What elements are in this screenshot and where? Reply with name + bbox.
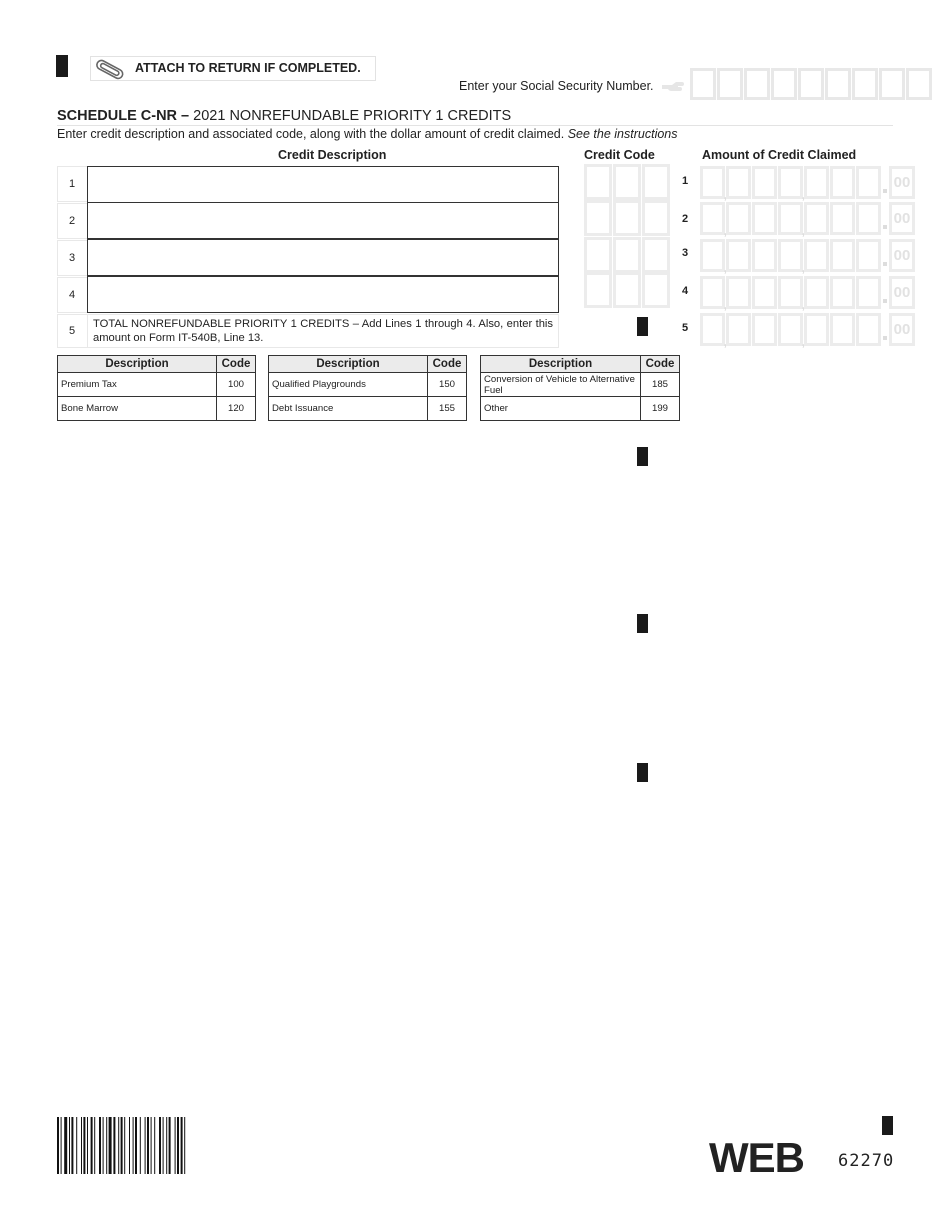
credit-code-input[interactable] [584,272,671,308]
amount-digit-box[interactable] [830,239,855,272]
amount-digit-box[interactable] [752,239,777,272]
amount-input[interactable] [700,239,915,275]
amount-digit-box[interactable] [856,276,881,309]
credit-code-heading: Credit Code [584,148,655,162]
code-digit-box[interactable] [613,164,641,200]
amount-digit-box[interactable] [752,313,777,346]
table-cell-code: 150 [428,373,467,397]
amount-digit-box[interactable]: , [700,313,725,346]
instructions-text: Enter credit description and associated code, along with the dollar amount of credit claimed. [57,127,565,141]
code-digit-box[interactable] [642,237,670,273]
table-header: Code [428,356,467,373]
registration-mark [882,1116,893,1135]
code-digit-box[interactable] [642,200,670,236]
amount-cents: 00 [889,202,915,235]
amount-digit-box[interactable] [830,313,855,346]
paperclip-icon [93,58,127,80]
amount-digit-box[interactable] [804,276,829,309]
credit-description-input[interactable] [87,166,559,203]
registration-mark [637,447,648,466]
code-digit-box[interactable] [642,272,670,308]
amount-digit-box[interactable] [752,276,777,309]
amount-digit-box[interactable] [856,239,881,272]
amount-input[interactable] [700,166,915,202]
credit-code-input[interactable] [584,237,671,273]
line-number: 5 [68,325,76,337]
credit-description-input[interactable] [87,239,559,276]
table-cell-description: Qualified Playgrounds [269,373,428,397]
amount-digit-box[interactable] [856,313,881,346]
instructions-see: See the instructions [567,127,678,141]
amount-digit-box[interactable] [830,202,855,235]
ssn-digit-box[interactable] [798,68,824,100]
table-cell-description: Conversion of Vehicle to Alternative Fuel [481,373,641,397]
form-number: 62270 [838,1151,895,1171]
amount-digit-box[interactable] [856,202,881,235]
table-cell-description: Debt Issuance [269,397,428,421]
amount-digit-box[interactable] [804,239,829,272]
pointing-hand-icon [660,80,686,94]
decimal-point [882,313,889,340]
attach-instruction: ATTACH TO RETURN IF COMPLETED. [135,61,361,75]
amount-digit-box[interactable]: , [778,166,803,199]
table-row [481,373,680,397]
registration-mark [56,55,68,77]
page-title [57,108,511,124]
line-number: 3 [68,252,76,264]
ssn-digit-box[interactable] [825,68,851,100]
decimal-point [882,202,889,229]
amount-digit-box[interactable]: , [778,276,803,309]
amount-digit-box[interactable] [830,166,855,199]
amount-digit-box[interactable] [726,239,751,272]
ssn-digit-box[interactable] [906,68,932,100]
amount-digit-box[interactable]: , [700,276,725,309]
barcode [57,1117,229,1174]
ssn-label: Enter your Social Security Number. [459,79,654,93]
table-header: Description [58,356,217,373]
amount-line-number: 5 [681,322,689,334]
amount-digit-box[interactable] [752,166,777,199]
table-cell-code: 199 [641,397,680,421]
amount-digit-box[interactable]: , [778,239,803,272]
amount-digit-box[interactable] [856,166,881,199]
amount-digit-box[interactable] [726,202,751,235]
amount-digit-box[interactable] [752,202,777,235]
decimal-point [882,239,889,266]
ssn-input[interactable] [690,68,933,100]
amount-line-number: 2 [681,213,689,225]
table-row [58,397,256,421]
line-number: 4 [68,289,76,301]
ssn-digit-box[interactable] [744,68,770,100]
amount-cents: 00 [889,313,915,346]
ssn-digit-box[interactable] [852,68,878,100]
amount-digit-box[interactable]: , [700,202,725,235]
table-row [481,397,680,421]
schedule-label: SCHEDULE C-NR – [57,108,190,124]
amount-digit-box[interactable] [726,166,751,199]
credit-code-table [480,355,680,421]
table-header: Description [269,356,428,373]
amount-digit-box[interactable]: , [778,202,803,235]
code-digit-box[interactable] [613,237,641,273]
decimal-point [882,276,889,303]
table-cell-description: Bone Marrow [58,397,217,421]
amount-digit-box[interactable] [804,202,829,235]
table-header: Description [481,356,641,373]
table-cell-code: 185 [641,373,680,397]
total-amount-input[interactable] [700,313,915,349]
attach-banner [90,56,376,81]
code-digit-box[interactable] [613,272,641,308]
code-digit-box[interactable] [584,237,612,273]
amount-line-number: 4 [681,285,689,297]
decimal-point [882,166,889,193]
amount-cents: 00 [889,239,915,272]
credit-description-input[interactable] [87,202,559,239]
table-cell-code: 120 [217,397,256,421]
ssn-digit-box[interactable] [771,68,797,100]
amount-line-number: 3 [681,247,689,259]
code-digit-box[interactable] [613,200,641,236]
line-number: 2 [68,215,76,227]
code-digit-box[interactable] [584,200,612,236]
amount-cents: 00 [889,276,915,309]
table-row [269,373,467,397]
ssn-digit-box[interactable] [879,68,905,100]
amount-digit-box[interactable]: , [700,166,725,199]
amount-cents: 00 [889,166,915,199]
amount-input[interactable] [700,202,915,238]
web-label: WEB [709,1134,804,1181]
code-digit-box[interactable] [642,164,670,200]
table-cell-description: Other [481,397,641,421]
credit-description-heading: Credit Description [278,148,387,162]
ssn-digit-box[interactable] [690,68,716,100]
amount-digit-box[interactable]: , [700,239,725,272]
table-cell-code: 155 [428,397,467,421]
table-cell-code: 100 [217,373,256,397]
table-cell-description: Premium Tax [58,373,217,397]
amount-input[interactable] [700,276,915,312]
amount-line-number: 1 [681,175,689,187]
table-row [58,373,256,397]
amount-digit-box[interactable] [804,313,829,346]
credit-description-input[interactable] [87,276,559,313]
amount-digit-box[interactable]: , [778,313,803,346]
credit-code-table [57,355,256,421]
instructions [57,127,678,141]
amount-digit-box[interactable] [726,313,751,346]
amount-heading: Amount of Credit Claimed [702,148,857,162]
amount-digit-box[interactable] [726,276,751,309]
registration-mark [637,614,648,633]
amount-digit-box[interactable] [830,276,855,309]
table-row [269,397,467,421]
table-header: Code [641,356,680,373]
credit-code-input[interactable] [584,200,671,236]
total-line-text: TOTAL NONREFUNDABLE PRIORITY 1 CREDITS – Add Lines 1 through 4. Also, enter this amount on Form IT-540B, Line 13. [93,318,553,344]
code-digit-box[interactable] [584,164,612,200]
table-header: Code [217,356,256,373]
credit-code-table [268,355,467,421]
ssn-digit-box[interactable] [717,68,743,100]
divider [57,125,893,126]
registration-mark [637,317,648,336]
schedule-name: 2021 NONREFUNDABLE PRIORITY 1 CREDITS [193,108,512,124]
amount-digit-box[interactable] [804,166,829,199]
line-number: 1 [68,178,76,190]
registration-mark [637,763,648,782]
code-digit-box[interactable] [584,272,612,308]
credit-code-input[interactable] [584,164,671,200]
